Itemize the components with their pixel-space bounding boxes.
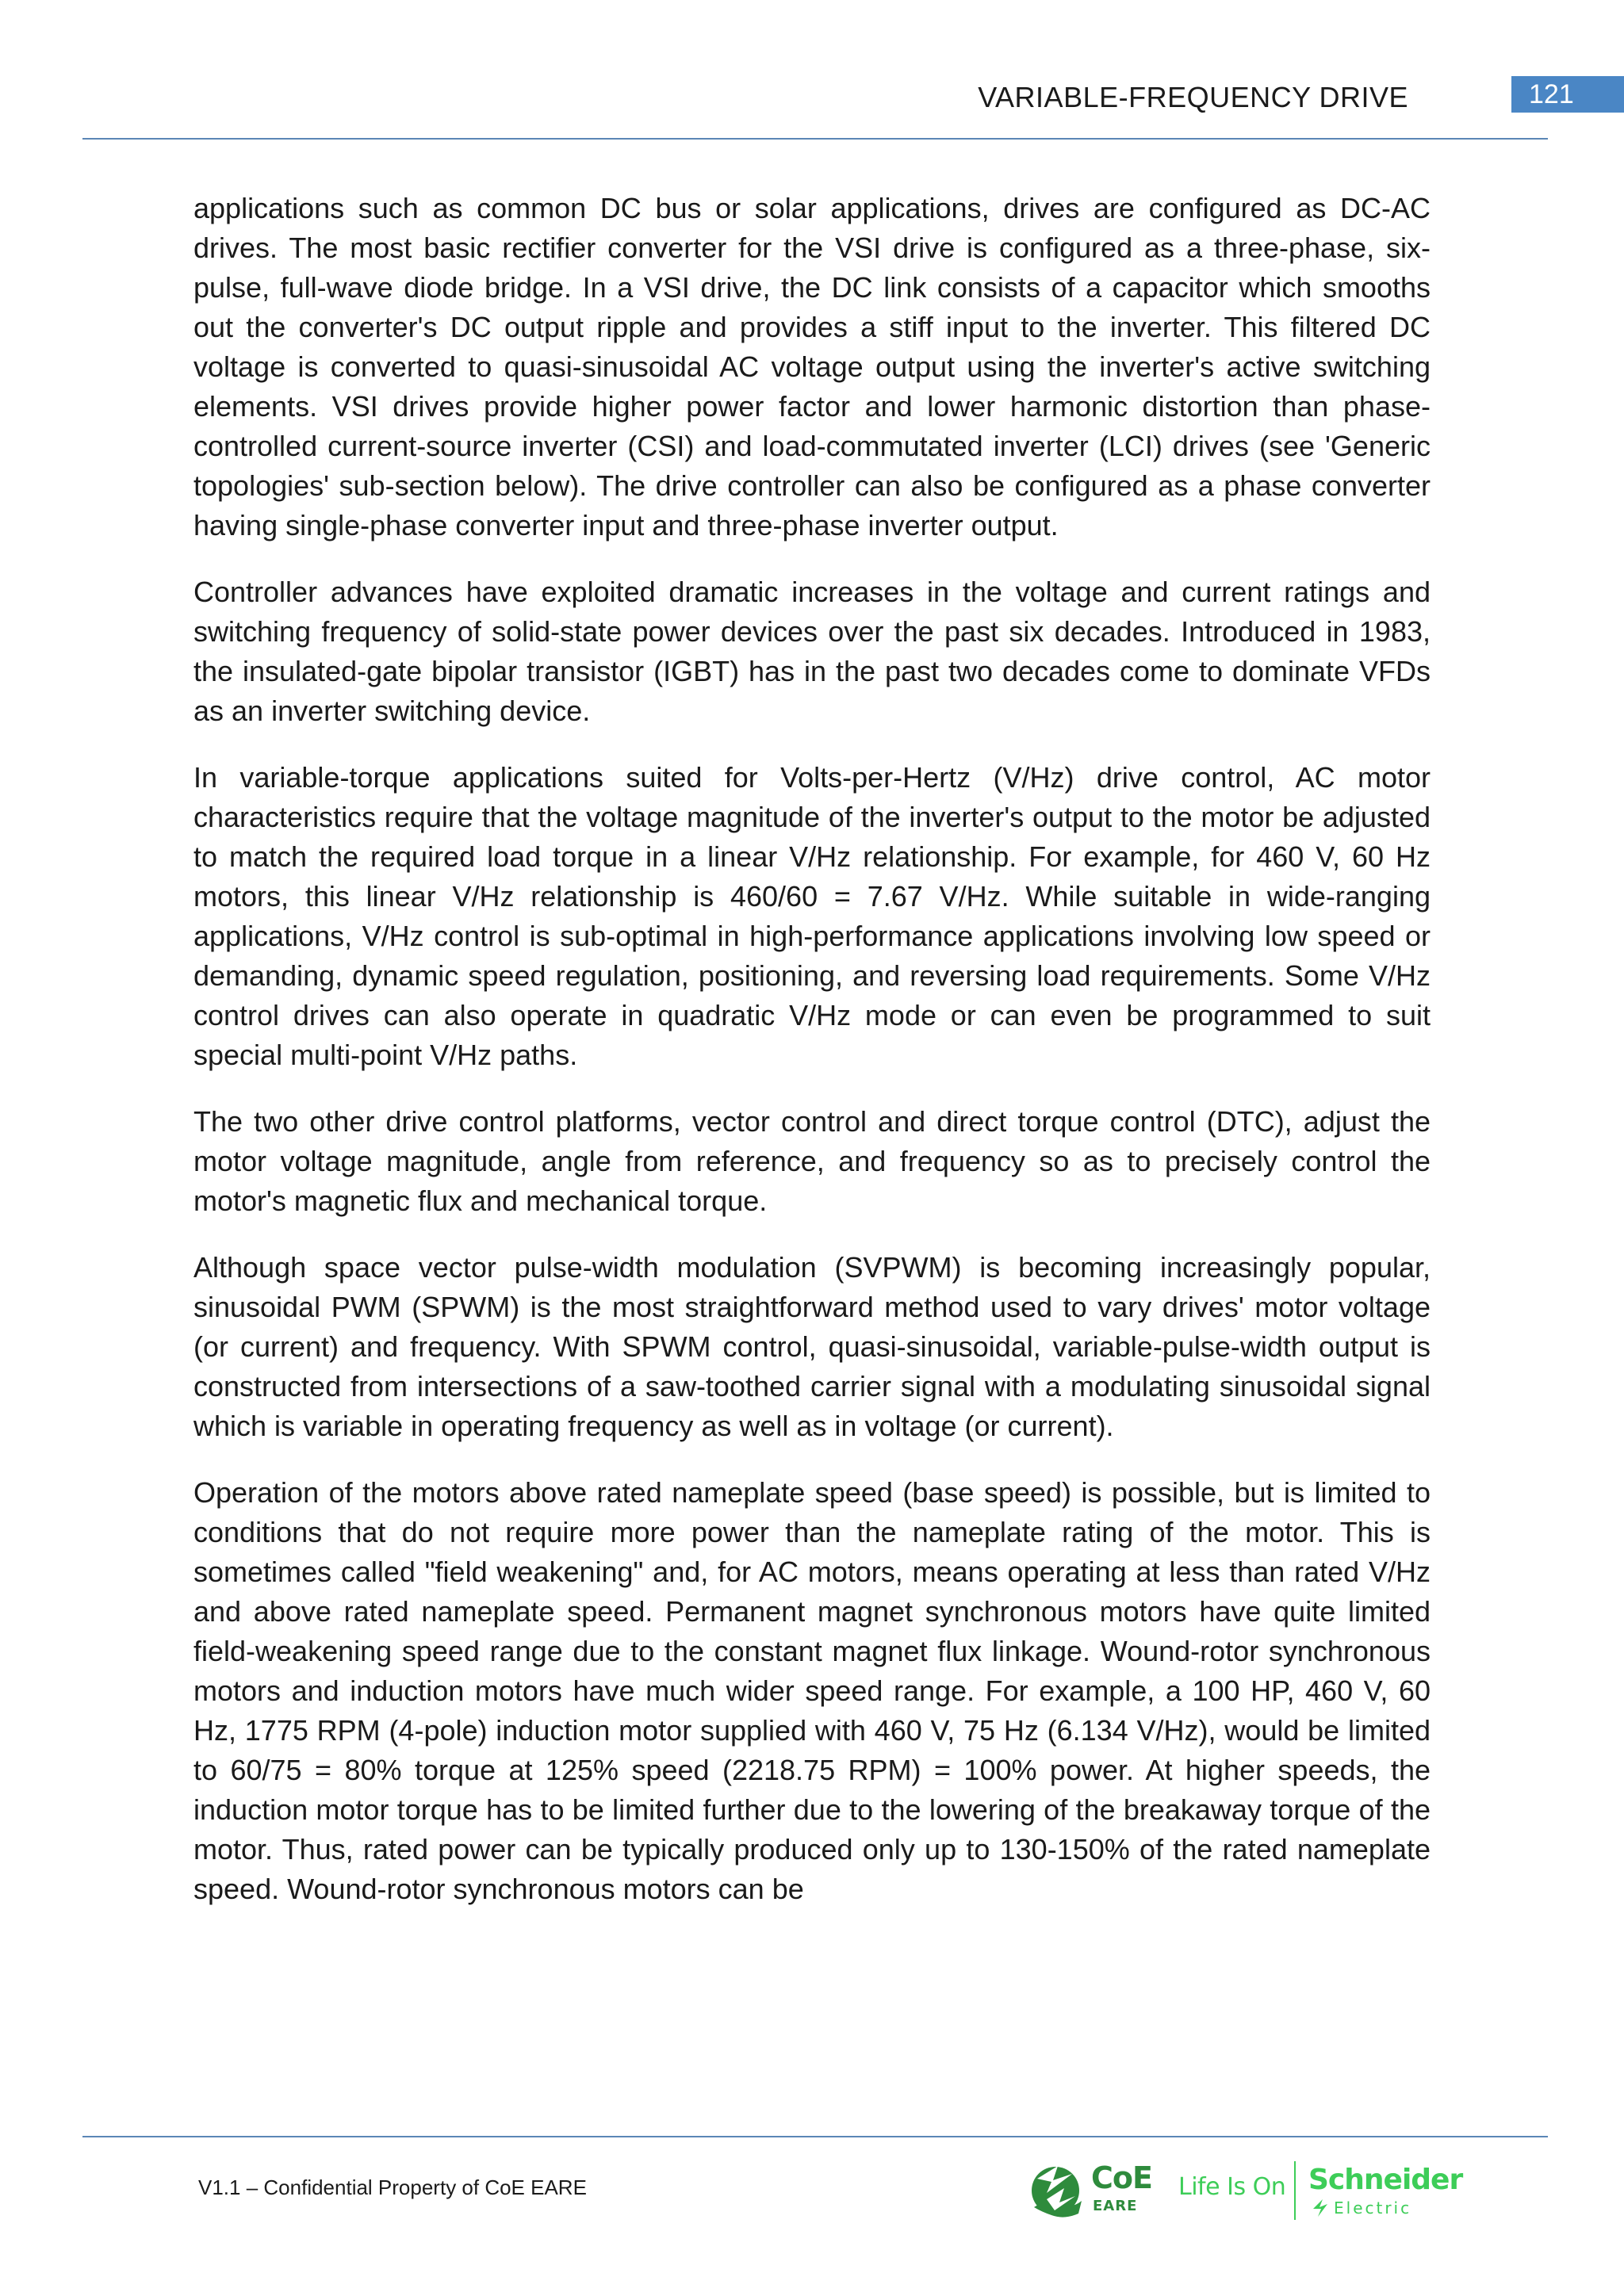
footer-logos xyxy=(1023,2156,1467,2228)
paragraph: In variable-torque applications suited for Volts-per-Hertz (V/Hz) drive control, AC motor characteristics require that the voltage magnitude of the inverter's output to the motor be adjusted to match the required load torque in a linear V/Hz relationship. For example, for 460 V, 60 Hz motors, this linear V/Hz relationship is 460/60 = 7.67 V/Hz. While suitable in wide-ranging applications, V/Hz control is sub-optimal in high-performance applications involving low speed or demanding, dynamic speed regulation, positioning, and reversing load requirements. Some V/Hz control drives can also operate in quadratic V/Hz mode or can even be programmed to suit special multi-point V/Hz paths. xyxy=(193,761,1431,1071)
schneider-logo-sub: Electric xyxy=(1334,2198,1412,2218)
coe-logo-name: CoE xyxy=(1091,2160,1152,2195)
page-number: 121 xyxy=(1511,76,1624,113)
tagline: Life Is On xyxy=(1178,2173,1286,2201)
logo-divider xyxy=(1294,2161,1296,2220)
page-header xyxy=(82,76,1574,140)
paragraph: Operation of the motors above rated nameplate speed (base speed) is possible, but is limited to conditions that do not require more power than the nameplate rating of the motor. This is sometimes called "field weakening" and, for AC motors, means operating at less than rated V/Hz and above rated nameplate speed. Permanent magnet synchronous motors have quite limited field-weakening speed range due to the constant magnet flux linkage. Wound-rotor synchronous motors and induction motors have much wider speed range. For example, a 100 HP, 460 V, 60 Hz, 1775 RPM (4-pole) induction motor supplied with 460 V, 75 Hz (6.134 V/Hz), would be limited to 60/75 = 80% torque at 125% speed (2218.75 RPM) = 100% power. At higher speeds, the induction motor torque has to be limited further due to the lowering of the breakaway torque of the motor. Thus, rated power can be typically produced only up to 130-150% of the rated nameplate speed. Wound-rotor synchronous motors can be xyxy=(193,1476,1431,1905)
paragraph: Controller advances have exploited dramatic increases in the voltage and current ratings and switching frequency of solid-state power devices over the past six decades. Introduced in 1983, the insulated-gate bipolar transistor (IGBT) has in the past two decades come to dominate VFDs as an inverter switching device. xyxy=(193,576,1431,727)
footer-divider xyxy=(82,2136,1548,2137)
schneider-logo-name: Schneider xyxy=(1308,2164,1463,2196)
coe-logo-sub: EARE xyxy=(1093,2198,1138,2214)
paragraph: Although space vector pulse-width modulation (SVPWM) is becoming increasingly popular, sinusoidal PWM (SPWM) is the most straightforward method used to vary drives' motor voltage (or current) and frequency. With SPWM control, quasi-sinusoidal, variable-pulse-width output is constructed from intersections of a saw-toothed carrier signal with a modulating sinusoidal signal which is variable in operating frequency as well as in voltage (or current). xyxy=(193,1251,1431,1442)
header-divider xyxy=(82,138,1548,140)
header-title: VARIABLE-FREQUENCY DRIVE xyxy=(978,81,1408,113)
paragraph: The two other drive control platforms, vector control and direct torque control (DTC), adjust the motor voltage magnitude, angle from reference, and frequency so as to precisely control the motor's magnetic flux and mechanical torque. xyxy=(193,1105,1431,1217)
paragraph: applications such as common DC bus or solar applications, drives are configured as DC-AC drives. The most basic rectifier converter for the VSI drive is configured as a three-phase, six-pulse, full-wave diode bridge. In a VSI drive, the DC link consists of a capacitor which smooths out the converter's DC output ripple and provides a stiff input to the inverter. This filtered DC voltage is converted to quasi-sinusoidal AC voltage output using the inverter's active switching elements. VSI drives provide higher power factor and lower harmonic distortion than phase-controlled current-source inverter (CSI) and load-commutated inverter (LCI) drives (see 'Generic topologies' sub-section below). The drive controller can also be configured as a phase converter having single-phase converter input and three-phase inverter output. xyxy=(193,192,1431,541)
schneider-logo-icon xyxy=(1310,2198,1331,2218)
coe-logo-icon xyxy=(1023,2158,1088,2223)
footer-confidential-note: V1.1 – Confidential Property of CoE EARE xyxy=(198,2175,587,2199)
body-text xyxy=(193,189,1431,1936)
